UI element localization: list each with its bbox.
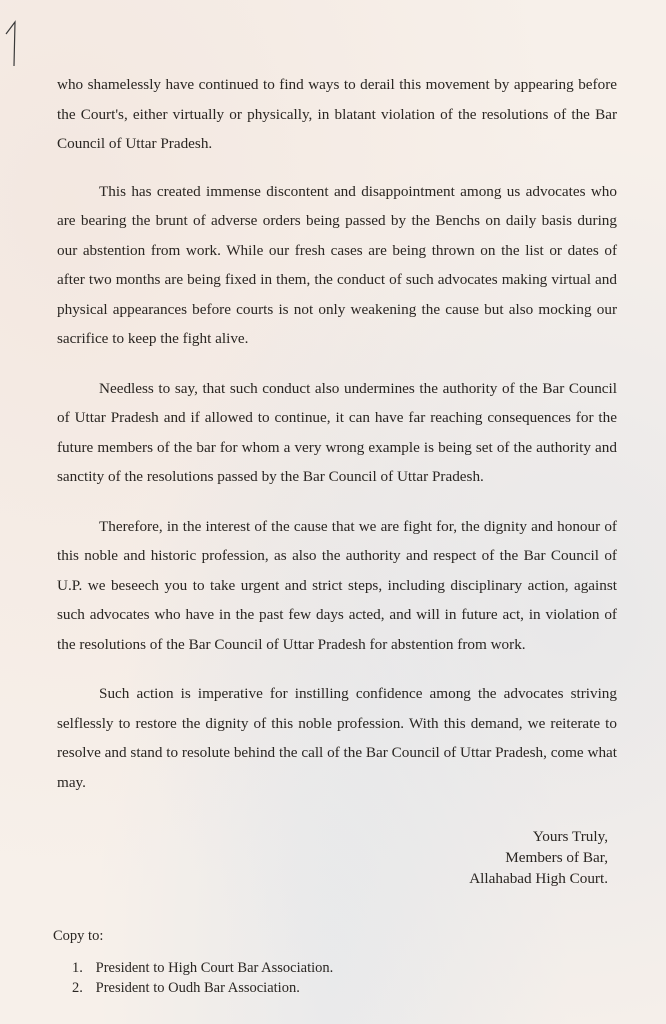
paragraph-continuation: who shamelessly have continued to find ways to derail this movement by appearing before the Court's, either virtually or physically, in blatant violation of the resolutions of the Bar Council of Uttar Pradesh. [57, 76, 617, 152]
closing-salutation: Yours Truly, [532, 828, 608, 845]
copy-to-label: Copy to: [53, 928, 104, 944]
paragraph-demand: Such action is imperative for instilling confidence among the advocates striving selflessly to restore the dignity of this noble profession. With this demand, we reiterate to resolve and stand to resolute behind the call of the Bar Council of Uttar Pradesh, come what may. [57, 685, 617, 791]
list-item [72, 958, 333, 978]
closing-court: Allahabad High Court. [469, 870, 608, 887]
list-item-text: President to High Court Bar Association. [95, 960, 334, 976]
list-item-number: 1. [72, 960, 83, 976]
paragraph-authority: Needless to say, that such conduct also undermines the authority of the Bar Council of Uttar Pradesh and if allowed to continue, it can have far reaching consequences for the future members of the bar for whom a very wrong example is being set of the authority and sanctity of the resolutions passed by the Bar Council of Uttar Pradesh. [57, 379, 617, 485]
list-item-text: President to Oudh Bar Association. [95, 980, 300, 996]
signature-block [469, 826, 608, 889]
copy-to-list [72, 958, 333, 998]
closing-members: Members of Bar, [505, 849, 608, 866]
paragraph-request: Therefore, in the interest of the cause that we are fight for, the dignity and honour of this noble and historic profession, as also the authority and respect of the Bar Council of U.P. we beseech you to take urgent and strict steps, including disciplinary action, against such advocates who have in the past few days acted, and will in future act, in violation of the resolutions of the Bar Council of Uttar Pradesh for abstention from work. [57, 517, 617, 653]
pen-mark-icon [4, 18, 18, 70]
paragraph-discontent: This has created immense discontent and disappointment among us advocates who are bearing the brunt of adverse orders being passed by the Benchs on daily basis during our abstention from work. While our fresh cases are being thrown on the list or dates of after two months are being fixed in them, the conduct of such advocates making virtual and physical appearances before courts is not only weakening the cause but also mocking our sacrifice to keep the fight alive. [57, 182, 617, 347]
list-item [72, 978, 333, 998]
letter-body [57, 70, 617, 817]
list-item-number: 2. [72, 980, 83, 996]
